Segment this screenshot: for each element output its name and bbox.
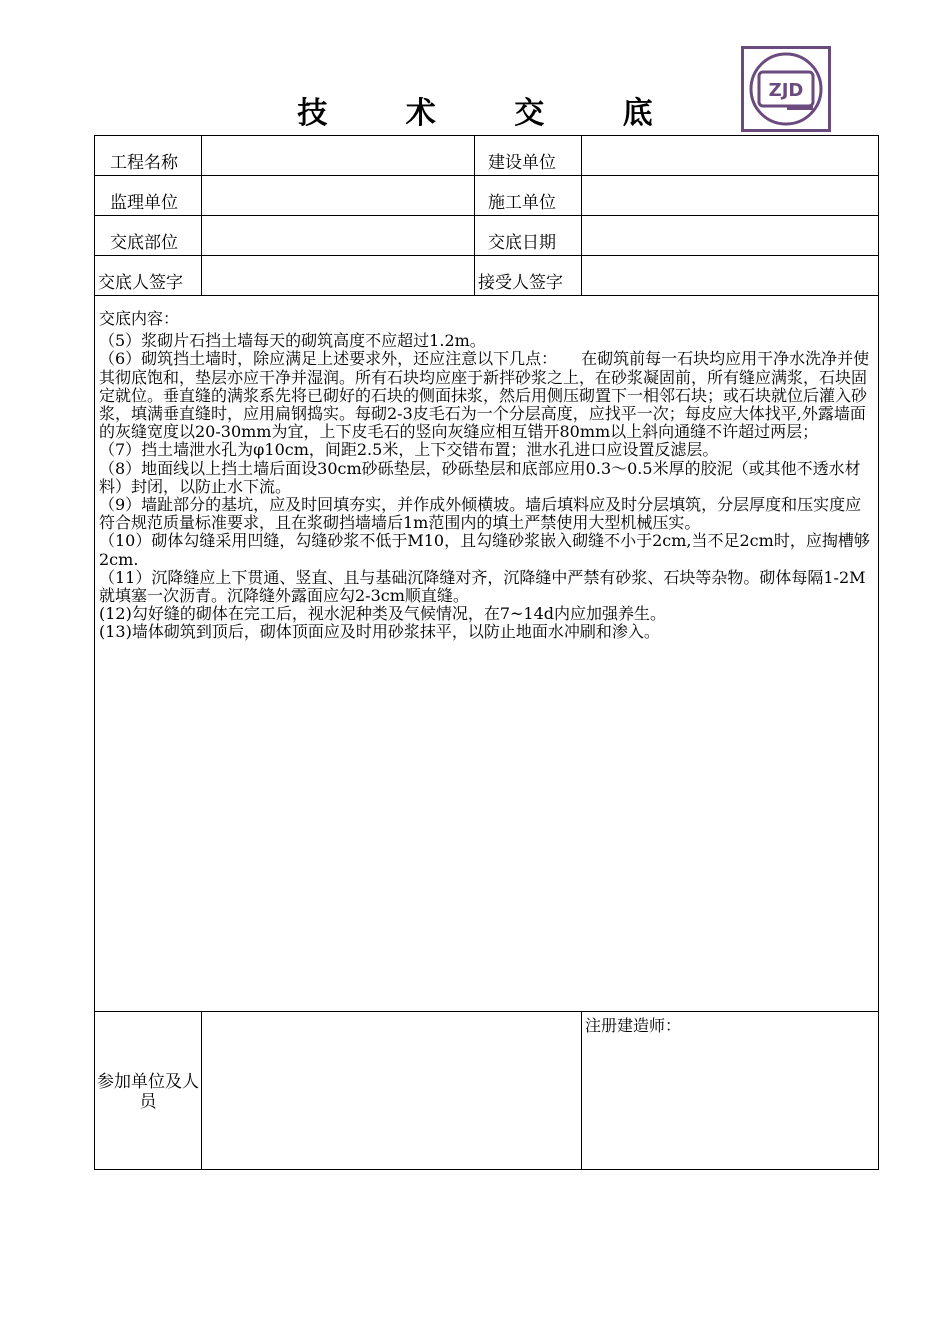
- content-paragraph: (12)勾好缝的砌体在完工后，视水泥种类及气候情况，在7~14d内应加强养生。: [99, 604, 667, 624]
- page-title: 技 术 交 底: [297, 96, 687, 131]
- content-paragraph: (13)墙体砌筑到顶后，砌体顶面应及时用砂浆抹平，以防止地面水冲刷和渗入。: [99, 622, 660, 642]
- supervision-unit-label: 监理单位: [110, 193, 178, 213]
- company-logo: [741, 46, 831, 132]
- content-heading: 交底内容：: [99, 309, 180, 328]
- location-label: 交底部位: [110, 233, 178, 253]
- svg-text:ZJD: ZJD: [768, 80, 804, 101]
- project-name-label: 工程名称: [110, 153, 178, 173]
- receiver-sign-label: 接受人签字: [478, 273, 563, 293]
- giver-sign-label: 交底人签字: [98, 273, 183, 293]
- content-paragraph: （11）沉降缝应上下贯通、竖直、且与基础沉降缝对齐，沉降缝中严禁有砂浆、石块等杂物。砌体每隔1-2M就填塞一次沥青。沉降缝外露面应勾2-3cm顺直缝。: [99, 567, 866, 606]
- date-label: 交底日期: [488, 233, 556, 253]
- content-paragraph: （10）砌体勾缝采用凹缝，勾缝砂浆不低于M10，且勾缝砂浆嵌入砌缝不小于2cm,当不足2cm时，应掏槽够2cm.: [99, 531, 870, 569]
- disclosure-content: [99, 310, 875, 642]
- content-paragraph: （8）地面线以上挡土墙后面设30cm砂砾垫层，砂砾垫层和底部应用0.3～0.5米厚的胶泥（或其他不透水材料）封闭，以防止水下流。: [99, 458, 861, 496]
- content-paragraph: （9）墙趾部分的基坑，应及时回填夯实，并作成外倾横坡。墙后填料应及时分层填筑，分层厚度和压实度应符合规范质量标准要求，且在浆砌挡墙墙后1m范围内的填土严禁使用大型机械压实。: [99, 495, 862, 533]
- participants-label: 参加单位及人员: [97, 1072, 199, 1112]
- content-paragraph: （6）砌筑挡土墙时，除应满足上述要求外，还应注意以下几点： 在砌筑前每一石块均应用干净水洗净并使其彻底饱和，垫层亦应干净并湿润。所有石块均应座于新拌砂浆之上，在砂浆凝固前，所有缝应满浆，石块固定就位。垂直缝的满浆系先将已砌好的石块的侧面抹浆，然后用侧压砌置下一相邻石块；或石块就位后灌入砂浆，填满垂直缝时，应用扁钢捣实。每砌2-3皮毛石为一个分层高度，应找平一次；每皮应大体找平,外露墙面的灰缝宽度以20-30mm为宜，上下皮毛石的竖向灰缝应相互错开80mm以上斜向通缝不许超过两层；: [99, 349, 870, 442]
- content-paragraph: （7）挡土墙泄水孔为φ10cm，间距2.5米，上下交错布置；泄水孔进口应设置反滤层。: [99, 440, 719, 460]
- construction-unit-label: 建设单位: [488, 153, 556, 173]
- content-paragraph: （5）浆砌片石挡土墙每天的砌筑高度不应超过1.2m。: [99, 331, 486, 351]
- registered-builder-label: 注册建造师：: [585, 1016, 682, 1035]
- builder-unit-label: 施工单位: [488, 193, 556, 213]
